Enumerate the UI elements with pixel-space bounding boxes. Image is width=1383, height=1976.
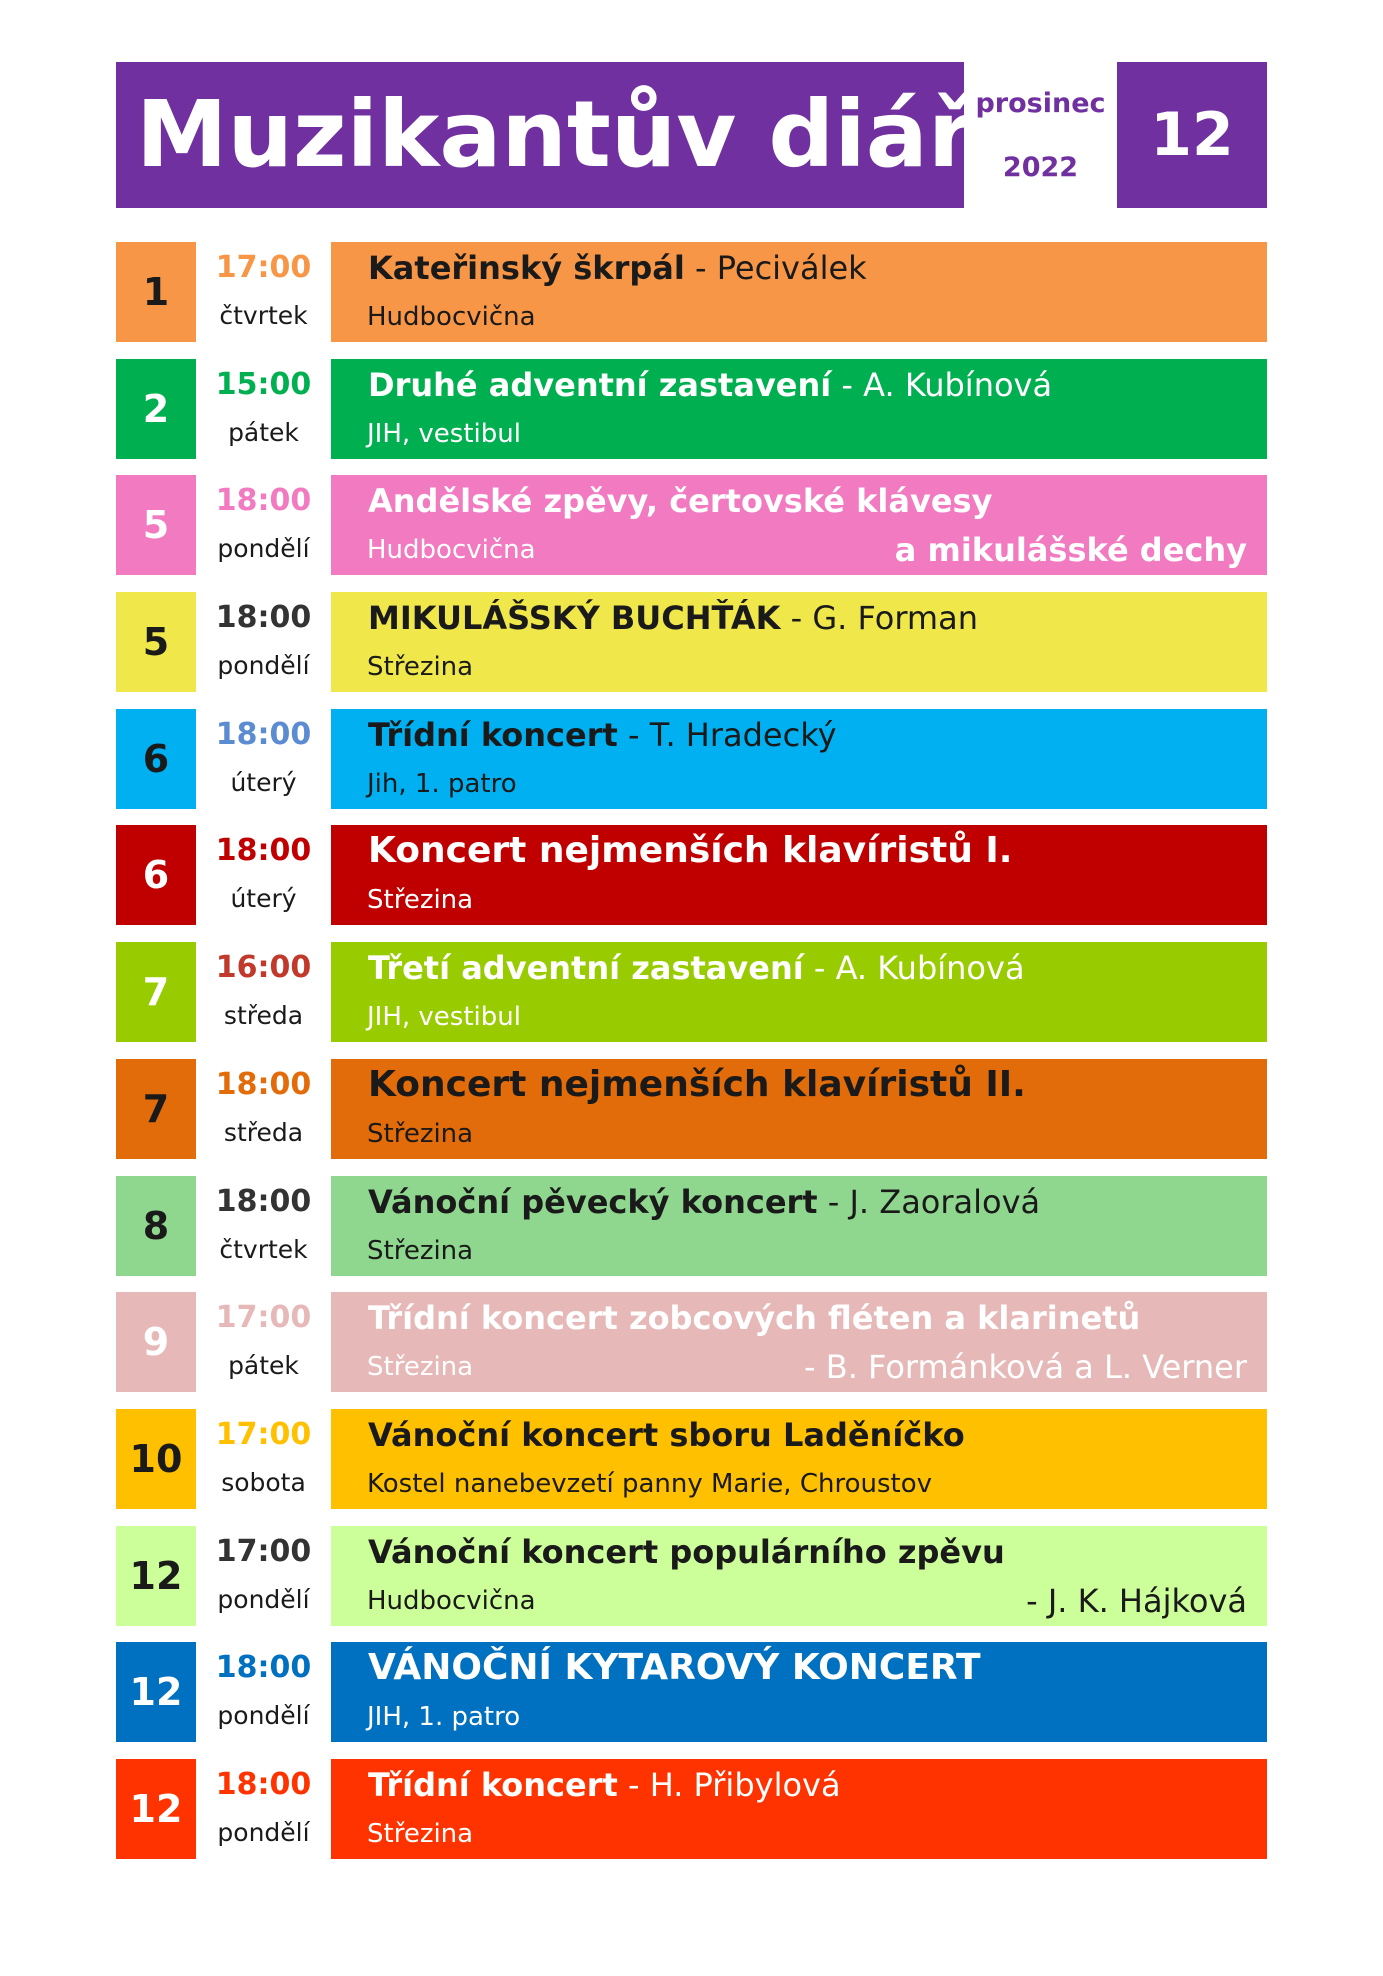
- event-row: [116, 1759, 1267, 1859]
- event-row: [116, 1526, 1267, 1626]
- event-day-box: 12: [116, 1526, 196, 1626]
- event-title: Koncert nejmenších klavíristů I.: [368, 830, 1013, 872]
- event-title: VÁNOČNÍ KYTAROVÝ KONCERT: [368, 1647, 981, 1689]
- event-heading: [368, 248, 867, 288]
- event-day-box: 6: [116, 709, 196, 809]
- event-day-box: 7: [116, 942, 196, 1042]
- event-title: Andělské zpěvy, čertovské klávesy: [368, 482, 993, 521]
- event-weekday: středa: [223, 1001, 304, 1031]
- event-weekday: středa: [223, 1117, 304, 1147]
- event-weekday: pondělí: [217, 1584, 310, 1614]
- event-row: [116, 592, 1267, 692]
- event-bar: [331, 592, 1267, 692]
- event-day-box: 9: [116, 1292, 196, 1392]
- event-performer: - H. Přibylová: [617, 1765, 841, 1804]
- event-performer: - Peciválek: [684, 249, 867, 287]
- event-bar: [331, 359, 1267, 459]
- event-bar: [331, 1059, 1267, 1159]
- event-heading: [368, 1065, 1026, 1105]
- event-bar: [331, 1409, 1267, 1509]
- event-time: 18:00: [215, 483, 312, 519]
- event-performer: - G. Forman: [780, 599, 978, 638]
- event-title: Kateřinský škrpál: [368, 249, 685, 287]
- event-place: Jih, 1. patro: [367, 768, 517, 799]
- event-extra: - B. Formánková a L. Verner: [804, 1348, 1247, 1387]
- event-bar: [331, 1176, 1267, 1276]
- event-title: Třídní koncert: [368, 715, 618, 754]
- month-number-badge: 12: [1117, 62, 1267, 208]
- event-title: Druhé adventní zastavení: [368, 365, 832, 404]
- event-bar: [331, 1642, 1267, 1742]
- event-title: Vánoční koncert populárního zpěvu: [368, 1532, 1005, 1571]
- event-row: [116, 1176, 1267, 1276]
- year-label: 2022: [1002, 152, 1079, 183]
- event-title: Vánoční pěvecký koncert: [368, 1182, 818, 1221]
- event-bar: [331, 825, 1267, 925]
- event-place: JIH, vestibul: [367, 418, 521, 449]
- event-place: Hudbocvična: [367, 1585, 536, 1616]
- event-extra: a mikulášské dechy: [894, 531, 1247, 570]
- event-time: 18:00: [215, 600, 312, 636]
- event-place: Hudbocvična: [367, 302, 536, 332]
- event-bar: [331, 1759, 1267, 1859]
- event-performer: - T. Hradecký: [617, 715, 837, 754]
- event-place: Kostel nanebevzetí panny Marie, Chroustov: [367, 1468, 933, 1499]
- event-heading: [368, 365, 1052, 405]
- event-time: 16:00: [215, 950, 312, 986]
- event-row: [116, 1642, 1267, 1742]
- event-day-box: 12: [116, 1642, 196, 1742]
- event-time: 18:00: [215, 716, 312, 752]
- event-row: [116, 242, 1267, 342]
- event-day-box: 12: [116, 1759, 196, 1859]
- event-day-box: 8: [116, 1176, 196, 1276]
- event-heading: [368, 948, 1025, 988]
- event-weekday: pondělí: [217, 1817, 310, 1847]
- event-weekday: úterý: [230, 767, 297, 797]
- event-row: [116, 475, 1267, 575]
- event-heading: [368, 481, 992, 521]
- event-row: [116, 1409, 1267, 1509]
- event-bar: [331, 942, 1267, 1042]
- event-place: JIH, 1. patro: [367, 1702, 521, 1733]
- event-time: 18:00: [215, 833, 312, 869]
- event-day-box: 7: [116, 1059, 196, 1159]
- event-title: Třídní koncert zobcových fléten a klarinetů: [368, 1299, 1141, 1338]
- event-performer: - A. Kubínová: [803, 949, 1025, 988]
- event-row: [116, 1292, 1267, 1392]
- event-day-box: 1: [116, 242, 196, 342]
- event-weekday: sobota: [221, 1467, 306, 1497]
- event-title: MIKULÁŠSKÝ BUCHŤÁK: [368, 599, 781, 638]
- event-time: 17:00: [215, 250, 312, 285]
- event-heading: [368, 598, 978, 638]
- event-row: [116, 942, 1267, 1042]
- event-time: 18:00: [215, 1183, 312, 1219]
- event-bar: [331, 475, 1267, 575]
- event-day-box: 6: [116, 825, 196, 925]
- event-bar: [331, 709, 1267, 809]
- event-heading: [368, 1415, 965, 1455]
- event-day-box: 5: [116, 475, 196, 575]
- event-place: Střezina: [367, 1118, 474, 1149]
- page-header: [116, 62, 1267, 208]
- event-weekday: pátek: [228, 1351, 299, 1381]
- event-time: 15:00: [215, 366, 312, 402]
- event-extra: - J. K. Hájková: [1026, 1581, 1247, 1620]
- event-day-box: 2: [116, 359, 196, 459]
- event-time: 18:00: [215, 1766, 312, 1802]
- event-title: Třídní koncert: [368, 1765, 618, 1804]
- event-row: [116, 1059, 1267, 1159]
- event-weekday: pátek: [228, 417, 299, 447]
- event-weekday: čtvrtek: [219, 301, 308, 330]
- event-heading: [368, 1298, 1140, 1338]
- event-title: Třetí adventní zastavení: [368, 949, 804, 988]
- event-weekday: pondělí: [217, 1701, 310, 1731]
- event-bar: [331, 1526, 1267, 1626]
- event-performer: - J. Zaoralová: [817, 1182, 1041, 1221]
- event-heading: [368, 1182, 1040, 1222]
- event-weekday: čtvrtek: [219, 1234, 308, 1264]
- event-heading: [368, 715, 837, 755]
- event-weekday: pondělí: [217, 651, 310, 681]
- event-row: [116, 359, 1267, 459]
- event-title: Vánoční koncert sboru Laděníčko: [368, 1415, 965, 1454]
- page-title: Muzikantův diář: [116, 62, 964, 208]
- event-row: [116, 825, 1267, 925]
- event-place: JIH, vestibul: [367, 1002, 521, 1033]
- event-day-box: 10: [116, 1409, 196, 1509]
- event-place: Střezina: [367, 1235, 474, 1266]
- event-performer: - A. Kubínová: [831, 365, 1053, 404]
- event-time: 17:00: [215, 1416, 312, 1452]
- event-heading: [368, 1648, 981, 1688]
- event-heading: [368, 1765, 841, 1805]
- event-time: 17:00: [215, 1300, 312, 1336]
- event-heading: [368, 831, 1012, 871]
- event-time: 18:00: [215, 1066, 312, 1102]
- event-bar: [331, 242, 1267, 342]
- event-place: Střezina: [367, 652, 474, 683]
- event-weekday: úterý: [230, 884, 297, 914]
- event-row: [116, 709, 1267, 809]
- event-place: Hudbocvična: [367, 535, 536, 566]
- event-place: Střezina: [367, 1352, 474, 1383]
- event-heading: [368, 1532, 1005, 1572]
- event-day-box: 5: [116, 592, 196, 692]
- event-place: Střezina: [367, 1818, 474, 1849]
- event-bar: [331, 1292, 1267, 1392]
- month-label: prosinec: [975, 88, 1106, 119]
- event-list: [116, 242, 1267, 1876]
- event-place: Střezina: [367, 885, 474, 916]
- event-time: 17:00: [215, 1533, 312, 1569]
- event-weekday: pondělí: [217, 534, 310, 564]
- event-title: Koncert nejmenších klavíristů II.: [368, 1063, 1026, 1105]
- event-time: 18:00: [215, 1650, 312, 1686]
